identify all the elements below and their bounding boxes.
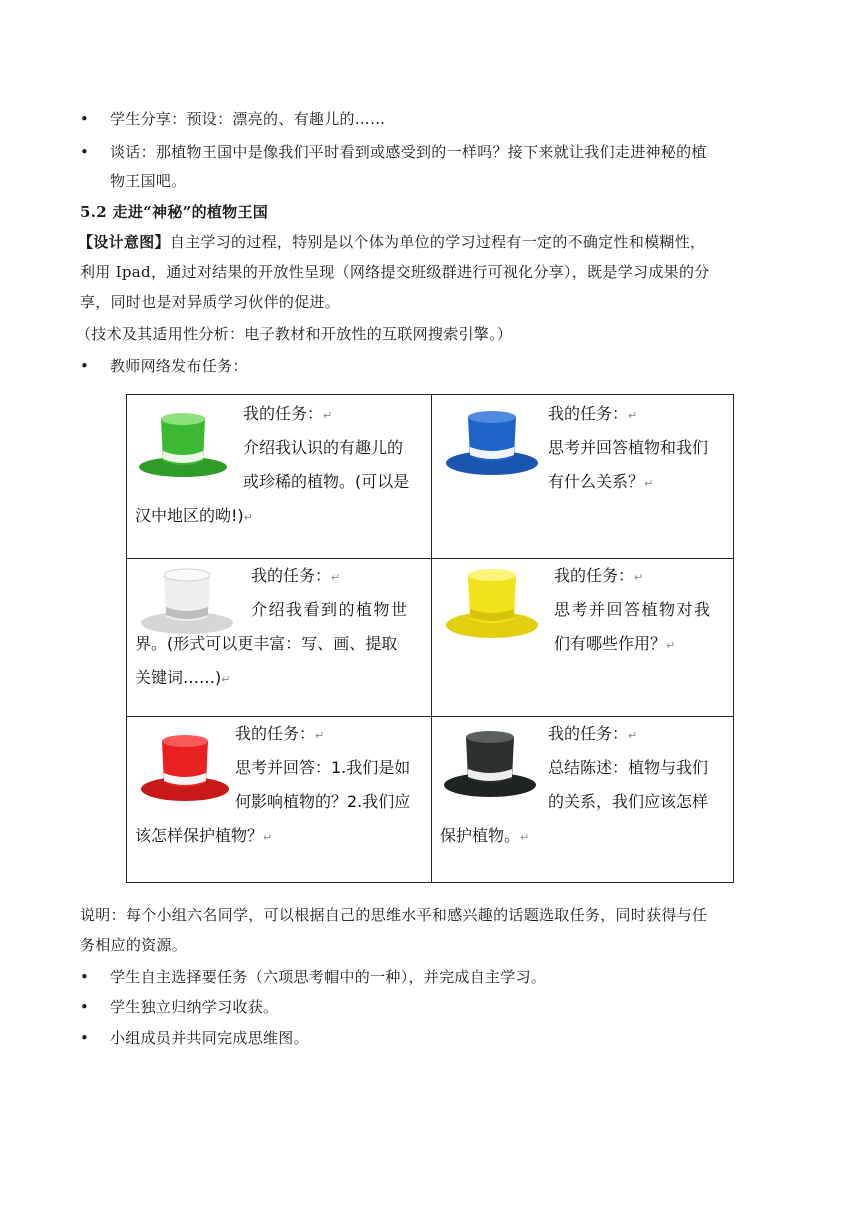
task-text: 总结陈述：植物与我们 <box>548 758 709 777</box>
tech-note: （技术及其适用性分析：电子教材和开放性的互联网搜索引擎。） <box>76 325 513 343</box>
task-text: 们有哪些作用？↵ <box>554 634 676 653</box>
task-title: 我的任务：↵ <box>235 724 325 743</box>
bullet-talk-line2: 物王国吧。 <box>110 172 187 190</box>
task-text: 关键词……)↵ <box>135 668 231 687</box>
design-intent-line2: 利用 Ipad，通过对结果的开放性呈现（网络提交班级群进行可视化分享），既是学习成果的分 <box>80 263 710 281</box>
task-title: 我的任务：↵ <box>548 404 638 423</box>
explanation-line1: 说明：每个小组六名同学，可以根据自己的思维水平和感兴趣的话题选取任务，同时获得与任 <box>80 906 708 924</box>
task-text: 思考并回答植物和我们 <box>548 438 709 457</box>
task-text: 的关系，我们应该怎样 <box>548 792 709 811</box>
bullet-talk-line1: 谈话：那植物王国中是像我们平时看到或感受到的一样吗？接下来就让我们走进神秘的植 <box>110 143 707 161</box>
task-title: 我的任务：↵ <box>243 404 333 423</box>
task-text: 或珍稀的植物。(可以是 <box>243 472 410 491</box>
bullet-summarize: 学生独立归纳学习收获。 <box>110 998 279 1016</box>
yellow-hat-icon <box>442 565 542 641</box>
design-intent-label: 【设计意图】 <box>78 233 170 251</box>
bullet-dot: • <box>80 1029 89 1047</box>
task-title: 我的任务：↵ <box>251 566 341 585</box>
task-text: 保护植物。↵ <box>440 826 530 845</box>
task-cell-white <box>127 559 430 716</box>
bullet-dot: • <box>80 998 89 1016</box>
section-heading: 5.2 走进“神秘”的植物王国 <box>80 203 269 221</box>
task-title: 我的任务：↵ <box>554 566 644 585</box>
task-cell-green <box>127 395 430 558</box>
task-text: 思考并回答植物对我 <box>554 600 712 619</box>
explanation-line2: 务相应的资源。 <box>80 936 188 954</box>
task-text: 该怎样保护植物？↵ <box>135 826 273 845</box>
bullet-dot: • <box>80 968 89 986</box>
task-cell-blue <box>432 395 735 558</box>
task-text: 界。(形式可以更丰富：写、画、提取 <box>135 634 398 653</box>
bullet-mindmap: 小组成员并共同完成思维图。 <box>110 1029 309 1047</box>
task-text: 思考并回答：1.我们是如 <box>235 758 411 777</box>
task-table <box>126 394 734 883</box>
design-intent-line3: 享，同时也是对异质学习伙伴的促进。 <box>80 293 341 311</box>
task-text: 有什么关系？↵ <box>548 472 654 491</box>
red-hat-icon <box>137 731 233 805</box>
black-hat-icon <box>440 727 540 801</box>
bullet-choose-task: 学生自主选择要任务（六项思考帽中的一种），并完成自主学习。 <box>110 968 547 986</box>
task-text: 介绍我看到的植物世 <box>251 600 409 619</box>
bullet-dot: • <box>80 357 89 375</box>
task-text: 介绍我认识的有趣儿的 <box>243 438 404 457</box>
task-text: 何影响植物的？2.我们应 <box>235 792 411 811</box>
design-intent-text1: 自主学习的过程，特别是以个体为单位的学习过程有一定的不确定性和模糊性， <box>169 233 706 251</box>
task-cell-red <box>127 717 430 883</box>
task-cell-yellow <box>432 559 735 716</box>
task-cell-black <box>432 717 735 883</box>
design-intent-line1 <box>78 231 705 253</box>
bullet-dot: • <box>80 110 89 128</box>
bullet-dot: • <box>80 143 89 161</box>
task-text: 汉中地区的呦!)↵ <box>135 506 253 525</box>
green-hat-icon <box>137 409 229 479</box>
blue-hat-icon <box>442 405 542 477</box>
task-title: 我的任务：↵ <box>548 724 638 743</box>
bullet-student-share: 学生分享：预设：漂亮的、有趣儿的…… <box>110 110 386 128</box>
bullet-teacher-task: 教师网络发布任务： <box>110 357 248 375</box>
